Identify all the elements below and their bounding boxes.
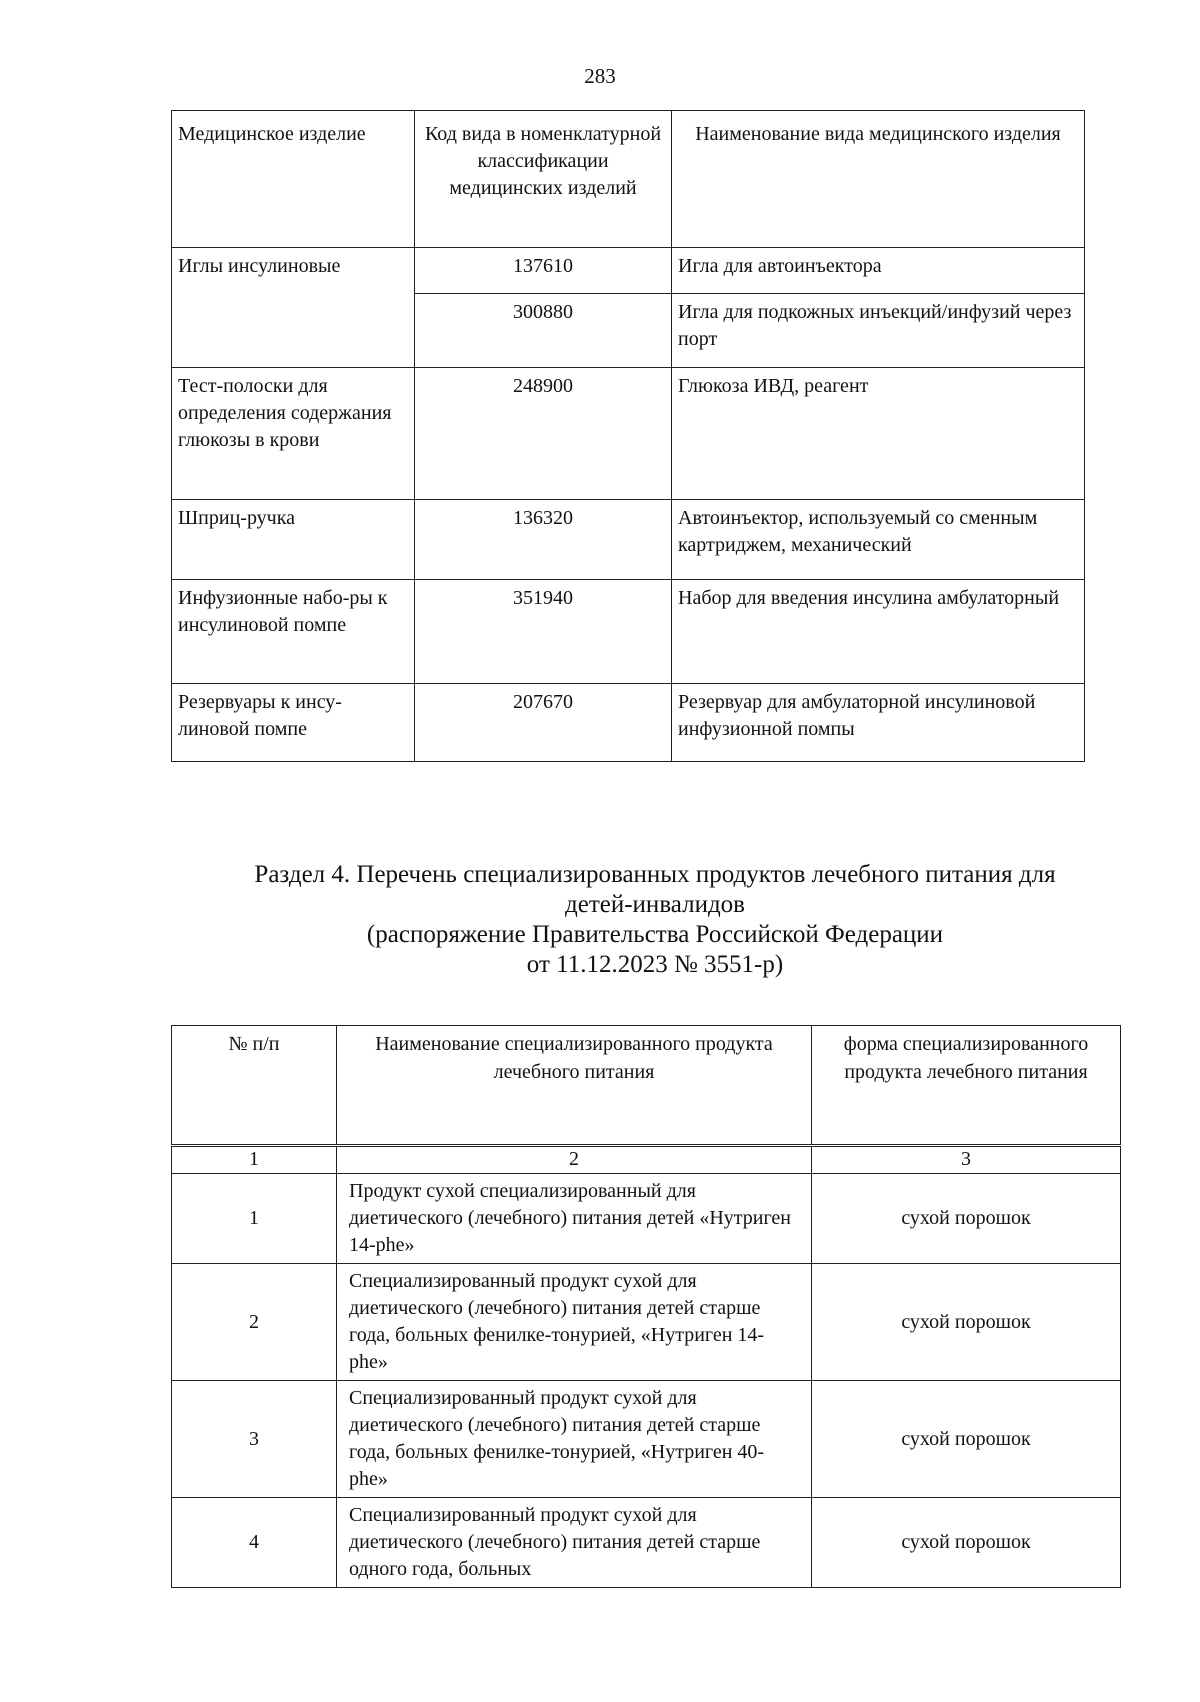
table-row — [172, 500, 1085, 580]
product-name: Специализированный продукт сухой для диетического (лечебного) питания детей старше одного года, больных — [337, 1498, 812, 1588]
column-number: 3 — [812, 1146, 1121, 1174]
table-row — [172, 1174, 1121, 1264]
code-cell: 207670 — [415, 684, 672, 762]
product-form: сухой порошок — [812, 1174, 1121, 1264]
page-number: 283 — [584, 64, 616, 88]
header-name: Наименование вида медицинского изделия — [672, 111, 1085, 248]
name-cell: Игла для подкожных инъекций/инфузий через порт — [672, 294, 1085, 368]
code-cell: 351940 — [415, 580, 672, 684]
row-number: 4 — [172, 1498, 337, 1588]
device-cell: Инфузионные набо-ры к инсулиновой помпе — [172, 580, 415, 684]
section-title-line: Раздел 4. Перечень специализированных продуктов лечебного питания для — [254, 861, 1056, 888]
column-number: 2 — [337, 1146, 812, 1174]
row-number: 1 — [172, 1174, 337, 1264]
table-row — [172, 1381, 1121, 1498]
column-number: 1 — [172, 1146, 337, 1174]
name-cell: Набор для введения инсулина амбулаторный — [672, 580, 1085, 684]
header-code: Код вида в номенклатурной классификации медицинских изделий — [415, 111, 672, 248]
table-header-row — [172, 111, 1085, 248]
product-name: Продукт сухой специализированный для диетического (лечебного) питания детей «Нутриген 14-phe» — [337, 1174, 812, 1264]
product-name: Специализированный продукт сухой для диетического (лечебного) питания детей старше года, больных фенилке-тонурией, «Нутриген 14-phe» — [337, 1264, 812, 1381]
column-number-row — [172, 1146, 1121, 1174]
table-row — [172, 1264, 1121, 1381]
name-cell: Автоинъектор, используемый со сменным картриджем, механический — [672, 500, 1085, 580]
section-title-line: детей-инвалидов — [565, 891, 745, 918]
header-product-name: Наименование специализированного продукта лечебного питания — [337, 1026, 812, 1146]
section-title — [185, 860, 1125, 980]
row-number: 2 — [172, 1264, 337, 1381]
code-cell: 248900 — [415, 368, 672, 500]
product-form: сухой порошок — [812, 1264, 1121, 1381]
device-cell: Шприц-ручка — [172, 500, 415, 580]
device-cell: Резервуары к инсу-линовой помпе — [172, 684, 415, 762]
code-cell: 300880 — [415, 294, 672, 368]
device-cell: Иглы инсулиновые — [172, 248, 415, 368]
row-number: 3 — [172, 1381, 337, 1498]
table-row — [172, 684, 1085, 762]
product-name: Специализированный продукт сухой для диетического (лечебного) питания детей старше года, больных фенилке-тонурией, «Нутриген 40-phe» — [337, 1381, 812, 1498]
name-cell: Глюкоза ИВД, реагент — [672, 368, 1085, 500]
table-row — [172, 248, 1085, 294]
code-cell: 136320 — [415, 500, 672, 580]
medical-devices-table — [171, 110, 1085, 762]
name-cell: Резервуар для амбулаторной инсулиновой инфузионной помпы — [672, 684, 1085, 762]
name-cell: Игла для автоинъектора — [672, 248, 1085, 294]
product-form: сухой порошок — [812, 1498, 1121, 1588]
section-title-line: от 11.12.2023 № 3551-р) — [526, 951, 784, 978]
header-device: Медицинское изделие — [172, 111, 415, 248]
nutrition-products-table — [171, 1025, 1121, 1588]
section-title-line: (распоряжение Правительства Российской Федерации — [366, 921, 944, 948]
table-row — [172, 368, 1085, 500]
code-cell: 137610 — [415, 248, 672, 294]
device-cell: Тест-полоски для определения содержания глюкозы в крови — [172, 368, 415, 500]
table-row — [172, 1498, 1121, 1588]
header-number: № п/п — [172, 1026, 337, 1146]
product-form: сухой порошок — [812, 1381, 1121, 1498]
header-product-form: форма специализированного продукта лечебного питания — [812, 1026, 1121, 1146]
table-header-row — [172, 1026, 1121, 1146]
table-row — [172, 580, 1085, 684]
